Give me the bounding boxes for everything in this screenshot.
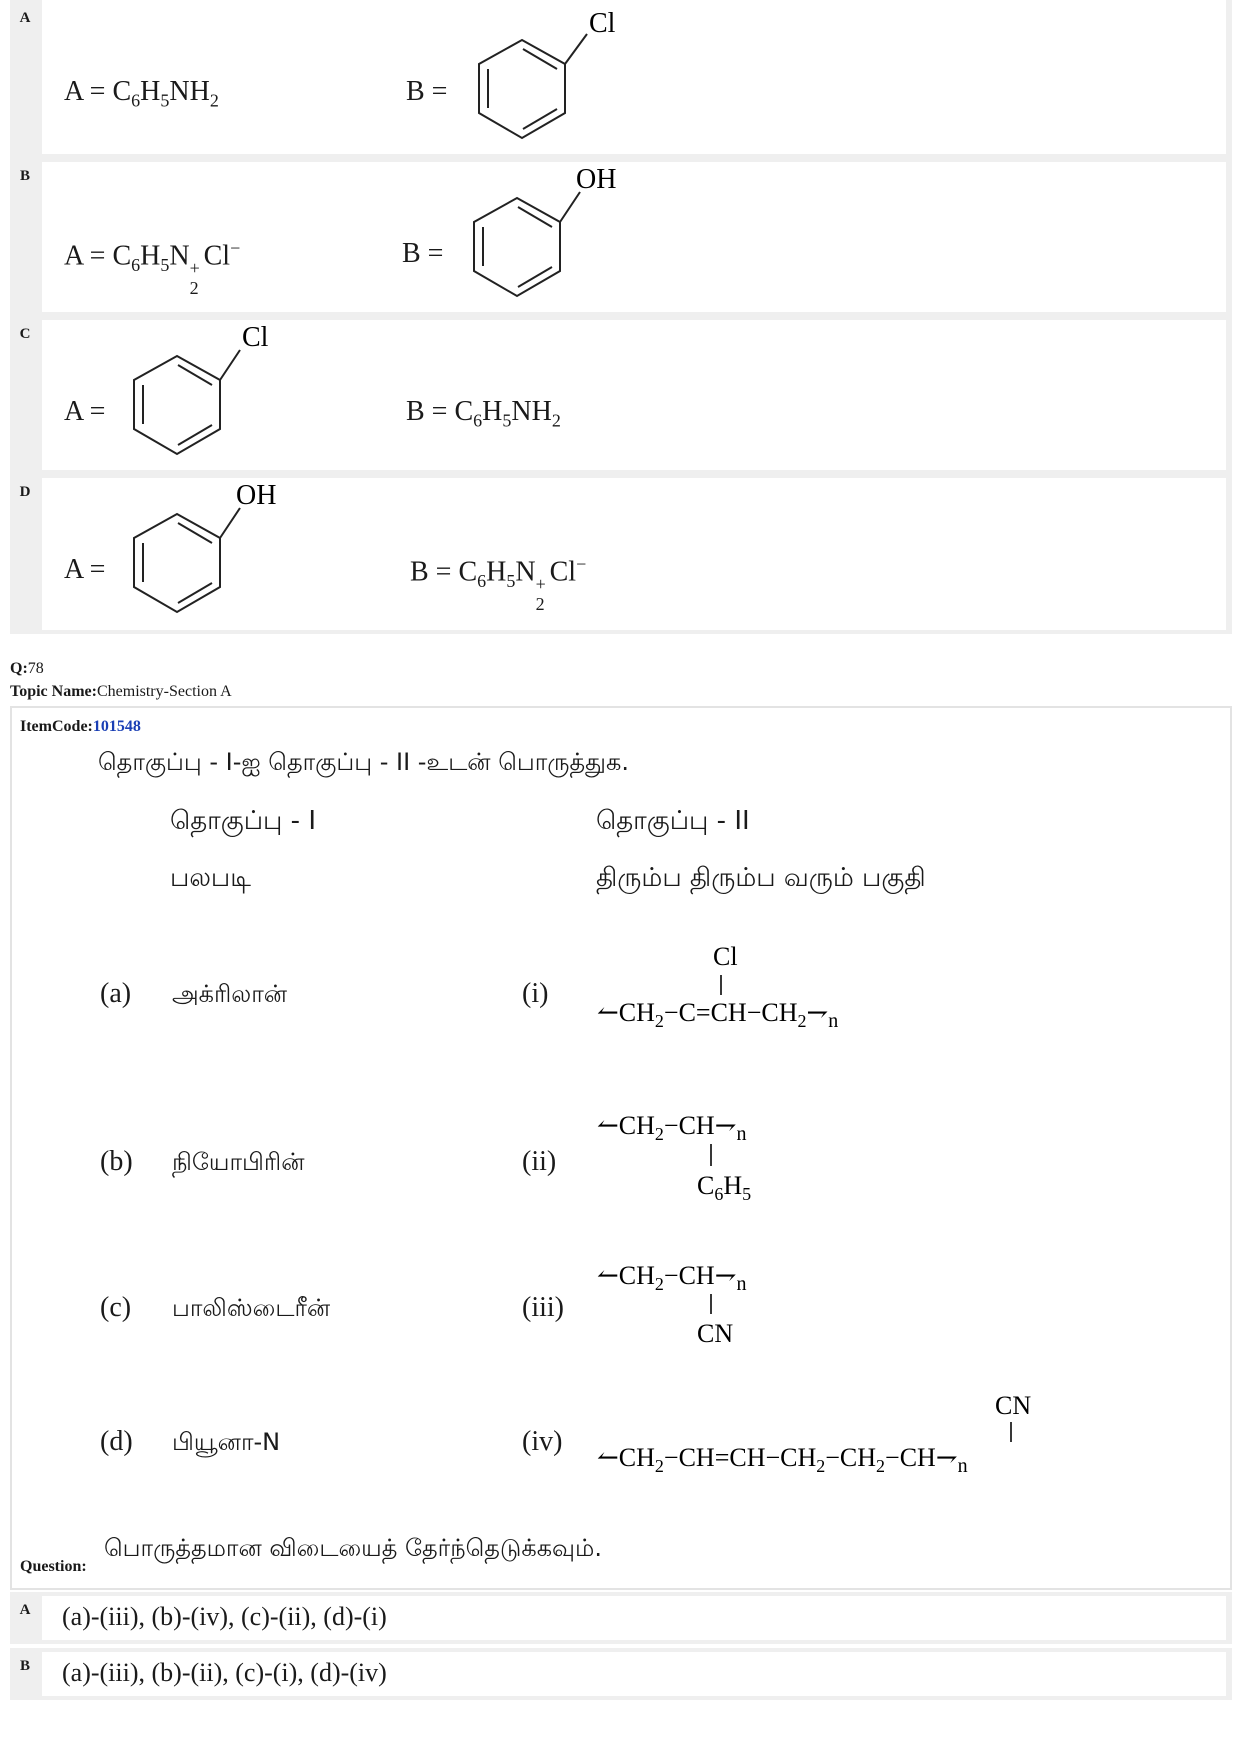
formula-a: $A = C_6H_5NH_2$ [64, 76, 219, 111]
label-a: A = [64, 396, 106, 427]
structure-iii [597, 1248, 857, 1358]
option-b[interactable] [10, 158, 1232, 316]
option-content [42, 0, 1226, 154]
item-b-label: (b) [100, 1146, 133, 1177]
question-label: Question: [20, 1558, 87, 1575]
column-2-header: தொகுப்பு - II [596, 806, 750, 836]
option-letter: D [10, 474, 40, 634]
svg-text:CN: CN [697, 1319, 734, 1348]
substituent-label: Cl [589, 8, 616, 39]
item-d-name: பியூனா-N [172, 1428, 281, 1456]
item-iii-label: (iii) [522, 1292, 564, 1323]
formula-a: $A = C_6H_5N$ + 2 Cl− [64, 238, 241, 299]
structure-i [597, 933, 937, 1033]
option-letter: A [10, 1592, 40, 1644]
option-letter: A [10, 0, 40, 158]
question-text: பொருத்தமான விடையைத் தேர்ந்தெடுக்கவும். [104, 1534, 602, 1562]
substituent-label: Cl [242, 322, 269, 353]
item-b-name: நியோபிரின் [172, 1148, 305, 1176]
benzene-ring-structure [447, 0, 647, 155]
topic-name: Topic Name:Chemistry-Section A [10, 683, 232, 700]
benzene-ring-structure [102, 478, 302, 628]
question-number: Q:78 [10, 660, 44, 677]
option-d[interactable] [10, 474, 1232, 634]
item-c-name: பாலிஸ்டைரீன் [172, 1294, 331, 1322]
formula-b: $B = C_6H_5N$ + 2 Cl− [410, 554, 587, 615]
answer-text: (a)-(iii), (b)-(iv), (c)-(ii), (d)-(i) [62, 1602, 387, 1631]
substituent-label: OH [236, 480, 277, 511]
option-letter: B [10, 1648, 40, 1700]
option-c[interactable] [10, 316, 1232, 474]
benzene-ring-structure [442, 162, 642, 312]
item-i-label: (i) [522, 978, 549, 1009]
svg-text:C6H5: $C_6H_5$ [697, 1171, 752, 1204]
answer-option-b[interactable] [10, 1648, 1232, 1700]
structure-ii [597, 1098, 857, 1213]
option-a[interactable] [10, 0, 1232, 158]
svg-text:Cl: Cl [713, 942, 738, 971]
benzene-ring-structure [102, 320, 302, 470]
svg-text:↼CH2−C=CH−CH2⇁n: $↼CH_2-C=CH-CH_2⇁_n$ [597, 998, 839, 1032]
column-1-header: தொகுப்பு - I [170, 806, 316, 836]
item-c-label: (c) [100, 1292, 132, 1323]
column-1-subheader: பலபடி [170, 863, 251, 893]
svg-text:↼CH2−CH⇁n: $↼CH_2-CH⇁_n$ [597, 1111, 747, 1145]
item-d-label: (d) [100, 1426, 133, 1457]
svg-text:↼CH2−CH=CH−CH2−CH2−CH⇁n: $↼CH_2-CH=CH-CH_2-CH_2-CH⇁_n$ [597, 1443, 968, 1477]
item-a-label: (a) [100, 978, 132, 1009]
item-code: ItemCode:101548 [20, 718, 141, 735]
option-letter: C [10, 316, 40, 474]
label-b: B = [406, 76, 448, 107]
item-iv-label: (iv) [522, 1426, 563, 1457]
option-content [42, 1652, 1226, 1696]
option-letter: B [10, 158, 40, 316]
column-2-subheader: திரும்ப திரும்ப வரும் பகுதி [596, 863, 926, 893]
item-a-name: அக்ரிலான் [172, 980, 288, 1008]
answer-option-a[interactable] [10, 1592, 1232, 1644]
formula-b: $B = C_6H_5NH_2$ [406, 396, 561, 431]
svg-text:↼CH2−CH⇁n: $↼CH_2-CH⇁_n$ [597, 1261, 747, 1295]
label-b: B = [402, 238, 444, 269]
option-content [42, 320, 1226, 470]
item-ii-label: (ii) [522, 1146, 557, 1177]
option-content [42, 1596, 1226, 1640]
substituent-label: OH [576, 164, 617, 195]
option-content [42, 478, 1226, 630]
answer-text: (a)-(iii), (b)-(ii), (c)-(i), (d)-(iv) [62, 1658, 387, 1687]
label-a: A = [64, 554, 106, 585]
instruction-text: தொகுப்பு - I-ஐ தொகுப்பு - II -உடன் பொருத்துக. [98, 748, 629, 776]
option-content [42, 162, 1226, 312]
svg-text:CN: CN [995, 1391, 1032, 1420]
structure-iv [597, 1386, 1097, 1486]
question-box [10, 706, 1232, 1590]
